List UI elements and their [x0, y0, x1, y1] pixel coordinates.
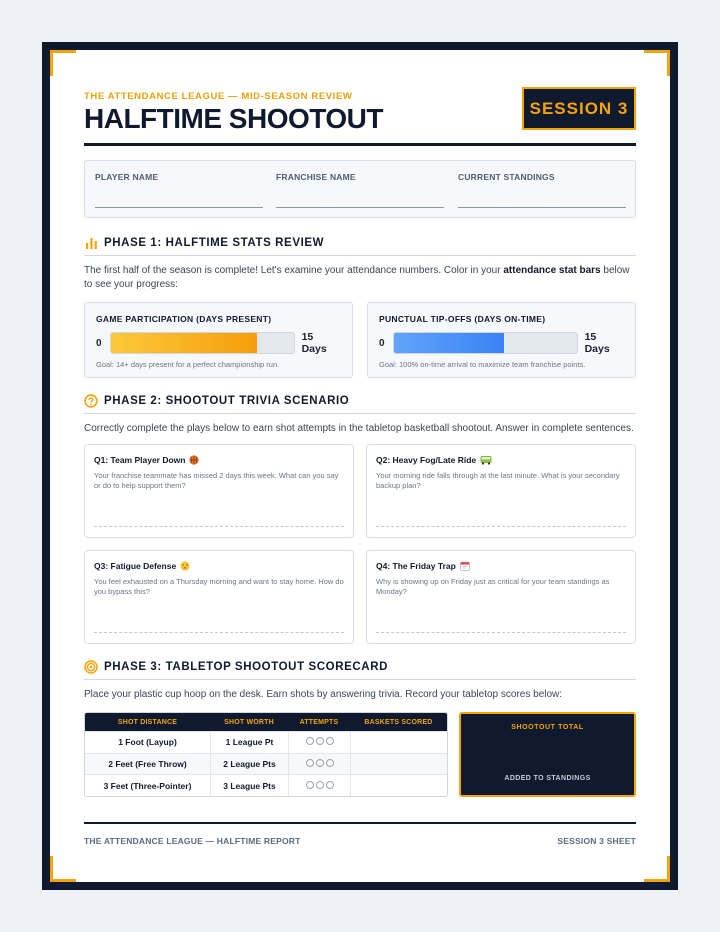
shootout-total-box[interactable]	[459, 712, 636, 797]
attempt-circle[interactable]	[306, 737, 314, 745]
answer-line[interactable]	[94, 526, 344, 527]
scorecard-area	[84, 712, 636, 797]
header-kicker: THE ATTENDANCE LEAGUE — MID-SEASON REVIEW	[84, 91, 353, 102]
shot-distance-cell: 2 Feet (Free Throw)	[85, 753, 210, 775]
trivia-title	[376, 561, 626, 571]
phase-1-intro-start: The first half of the season is complete! Let's examine your attendance numbers. Color in your	[84, 265, 504, 276]
corner-accent	[644, 856, 670, 882]
stat-bar-fill	[394, 333, 504, 353]
corner-accent	[644, 50, 670, 76]
franchise-name-line[interactable]	[276, 207, 444, 208]
attempts-cell	[288, 753, 350, 775]
calendar-icon	[460, 561, 470, 571]
stat-card-participation	[84, 302, 353, 378]
stat-max: 15 Days	[301, 331, 327, 355]
question-circle-icon	[84, 394, 98, 408]
attempt-circle[interactable]	[326, 759, 334, 767]
corner-accent	[50, 856, 76, 882]
bus-icon	[480, 455, 492, 465]
player-info-box	[84, 160, 636, 218]
baskets-scored-cell[interactable]	[350, 731, 447, 753]
attempt-circle[interactable]	[326, 781, 334, 789]
target-icon	[84, 660, 98, 674]
stat-card-punctuality	[367, 302, 636, 378]
footer-right-text: SESSION 3 SHEET	[557, 836, 636, 846]
phase-1-intro-bold: attendance stat bars	[503, 265, 601, 276]
phase-3-heading	[84, 658, 636, 680]
phase-3-title: PHASE 3: TABLETOP SHOOTOUT SCORECARD	[104, 660, 388, 673]
phase-2-heading	[84, 392, 636, 414]
stat-goal: Goal: 100% on-time arrival to maximize team franchise points.	[379, 360, 586, 369]
punctuality-stat-bar[interactable]	[393, 332, 578, 354]
answer-line[interactable]	[94, 632, 344, 633]
column-header: SHOT DISTANCE	[85, 713, 210, 731]
stat-bar-fill	[111, 333, 257, 353]
column-header: BASKETS SCORED	[350, 713, 447, 731]
stat-bar-row	[96, 332, 341, 354]
shot-worth-cell: 3 League Pts	[210, 774, 288, 796]
attempt-circle[interactable]	[326, 737, 334, 745]
worksheet-footer	[84, 822, 636, 846]
phase-3-intro: Place your plastic cup hoop on the desk. Earn shots by answering trivia. Record your tabletop scores below:	[84, 689, 563, 700]
trivia-card-q2[interactable]	[366, 444, 636, 538]
stat-label: PUNCTUAL TIP-OFFS (DAYS ON-TIME)	[379, 314, 546, 324]
trivia-title	[94, 561, 344, 571]
stat-label: GAME PARTICIPATION (DAYS PRESENT)	[96, 314, 272, 324]
attendance-stat-bar[interactable]	[110, 332, 295, 354]
session-badge: SESSION 3	[522, 87, 636, 130]
trivia-card-q3[interactable]	[84, 550, 354, 644]
baskets-scored-cell[interactable]	[350, 774, 447, 796]
shot-distance-cell: 1 Foot (Layup)	[85, 731, 210, 753]
stat-min: 0	[379, 337, 385, 349]
trivia-title	[94, 455, 344, 465]
trivia-prompt: Your morning ride falls through at the last minute. What is your secondary backup plan?	[376, 471, 620, 490]
attempts-cell	[288, 731, 350, 753]
attempt-circle[interactable]	[316, 781, 324, 789]
trivia-card-q1[interactable]	[84, 444, 354, 538]
stat-cards	[84, 302, 636, 378]
phase-1-title: PHASE 1: HALFTIME STATS REVIEW	[104, 236, 325, 249]
shootout-scorecard-table	[84, 712, 448, 797]
trivia-card-q4[interactable]	[366, 550, 636, 644]
answer-line[interactable]	[376, 632, 626, 633]
current-standings-field[interactable]	[458, 172, 626, 182]
worksheet-content	[84, 84, 636, 797]
player-name-field[interactable]	[95, 172, 263, 182]
franchise-name-label: FRANCHISE NAME	[276, 172, 356, 182]
trivia-title	[376, 455, 626, 465]
player-name-label: PLAYER NAME	[95, 172, 159, 182]
column-header: SHOT WORTH	[210, 713, 288, 731]
franchise-name-field[interactable]	[276, 172, 444, 182]
trivia-title-text: Q1: Team Player Down	[94, 455, 186, 465]
trivia-title-text: Q3: Fatigue Defense	[94, 561, 177, 571]
stat-max: 15 Days	[584, 331, 610, 355]
bar-chart-icon	[84, 236, 98, 250]
trivia-title-text: Q4: The Friday Trap	[376, 561, 456, 571]
attempt-circle[interactable]	[306, 759, 314, 767]
stat-bar-row	[379, 332, 624, 354]
phase-1-heading	[84, 234, 636, 256]
trivia-prompt: Your franchise teammate has missed 2 days this week. What can you say or do to help support them?	[94, 471, 339, 490]
phase-1-section	[84, 234, 636, 378]
attempt-circle[interactable]	[316, 737, 324, 745]
current-standings-label: CURRENT STANDINGS	[458, 172, 555, 182]
worksheet-header	[84, 84, 636, 146]
stat-goal: Goal: 14+ days present for a perfect championship run.	[96, 360, 280, 369]
trivia-prompt: You feel exhausted on a Thursday morning and want to stay home. How do you bypass this?	[94, 577, 344, 596]
table-row	[85, 774, 447, 796]
shot-distance-cell: 3 Feet (Three-Pointer)	[85, 774, 210, 796]
stat-min: 0	[96, 337, 102, 349]
phase-1-intro	[84, 264, 636, 292]
phase-2-title: PHASE 2: SHOOTOUT TRIVIA SCENARIO	[104, 394, 350, 407]
player-name-line[interactable]	[95, 207, 263, 208]
basketball-icon	[189, 455, 199, 465]
phase-1-intro-end: below to see your progress:	[84, 265, 630, 290]
added-to-standings-label: ADDED TO STANDINGS	[504, 775, 591, 782]
shot-worth-cell: 1 League Pt	[210, 731, 288, 753]
table-row	[85, 731, 447, 753]
attempt-circle[interactable]	[306, 781, 314, 789]
attempts-cell	[288, 774, 350, 796]
answer-line[interactable]	[376, 526, 626, 527]
phase-3-section	[84, 658, 636, 797]
trivia-prompt: Why is showing up on Friday just as critical for your team standings as Monday?	[376, 577, 610, 596]
phase-2-section	[84, 392, 636, 644]
table-header-row	[85, 713, 447, 731]
current-standings-line[interactable]	[458, 207, 626, 208]
phase-2-intro: Correctly complete the plays below to earn shot attempts in the tabletop basketball shootout. Answer in complete sentences.	[84, 423, 634, 434]
baskets-scored-cell[interactable]	[350, 753, 447, 775]
corner-accent	[50, 50, 76, 76]
column-header: ATTEMPTS	[288, 713, 350, 731]
shootout-total-label: SHOOTOUT TOTAL	[511, 724, 584, 731]
trivia-title-text: Q2: Heavy Fog/Late Ride	[376, 455, 477, 465]
trivia-grid	[84, 444, 636, 644]
table-row	[85, 753, 447, 775]
tired-face-icon	[180, 561, 190, 571]
shot-worth-cell: 2 League Pts	[210, 753, 288, 775]
page-title: HALFTIME SHOOTOUT	[84, 103, 383, 134]
attempt-circle[interactable]	[316, 759, 324, 767]
footer-left-text: THE ATTENDANCE LEAGUE — HALFTIME REPORT	[84, 836, 301, 846]
